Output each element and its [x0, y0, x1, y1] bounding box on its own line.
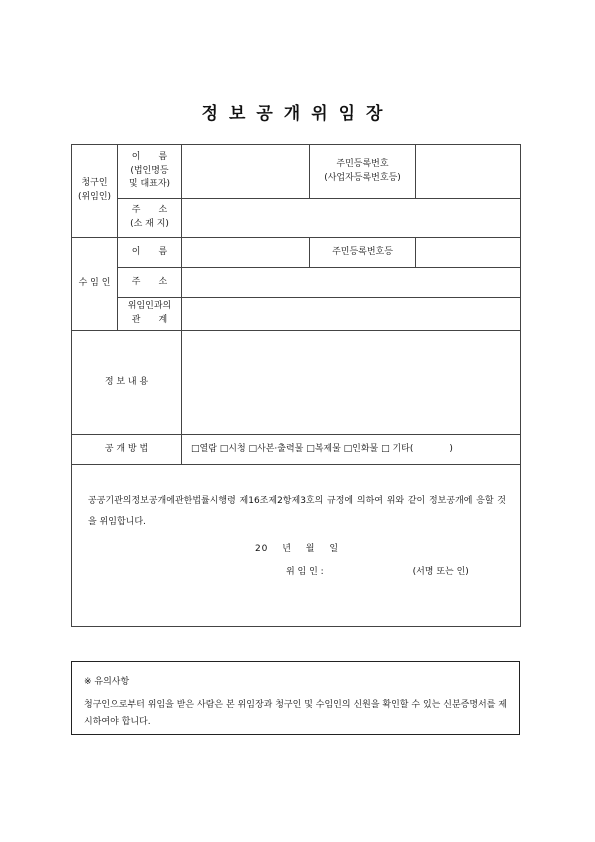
requester-id-field[interactable]	[416, 145, 521, 199]
delegator-signature-line	[286, 566, 506, 580]
notice-heading: ※ 유의사항	[84, 677, 130, 687]
disclosure-method-options[interactable]: □열람 □시청 □사본·출력물 □복제물 □인화물 □ 기타( )	[182, 435, 521, 465]
agent-name-label: 이 름	[118, 238, 182, 268]
delegation-statement-section	[72, 465, 521, 627]
requester-address-label: 주 소 (소 재 지)	[118, 199, 182, 238]
delegator-label: 위 임 인 :	[286, 566, 324, 577]
requester-name-label: 이 름 (법인명등 및 대표자)	[118, 145, 182, 199]
requester-name-field[interactable]	[182, 145, 310, 199]
agent-address-label: 주 소	[118, 268, 182, 298]
agent-name-field[interactable]	[182, 238, 310, 268]
info-content-label: 정 보 내 용	[72, 331, 182, 435]
requester-id-label: 주민등록번호 (사업자등록번호등)	[310, 145, 416, 199]
document-title: 정보공개위임장	[201, 104, 394, 124]
delegation-date[interactable]: 20 년 월 일	[254, 544, 340, 554]
disclosure-method-label: 공 개 방 법	[72, 435, 182, 465]
notice-box	[71, 661, 520, 735]
agent-id-label: 주민등록번호등	[310, 238, 416, 268]
requester-section-label: 청구인 (위임인)	[72, 145, 118, 238]
delegation-form-table	[71, 144, 521, 627]
agent-id-field[interactable]	[416, 238, 521, 268]
agent-relation-label: 위임인과의 관 계	[118, 298, 182, 331]
agent-address-field[interactable]	[182, 268, 521, 298]
requester-address-field[interactable]	[182, 199, 521, 238]
delegation-statement: 공공기관의정보공개에관한법률시행령 제16조제2항제3호의 규정에 의하여 위와 같이 정보공개에 응할 것을 위임합니다.	[88, 496, 506, 527]
info-content-field[interactable]	[182, 331, 521, 435]
signature-label[interactable]: (서명 또는 인)	[412, 566, 469, 577]
notice-body: 청구인으로부터 위임을 받은 사람은 본 위임장과 청구인 및 수임인의 신원을 확인할 수 있는 신분증명서를 제시하여야 합니다.	[84, 700, 507, 727]
agent-section-label: 수 임 인	[72, 238, 118, 331]
agent-relation-field[interactable]	[182, 298, 521, 331]
